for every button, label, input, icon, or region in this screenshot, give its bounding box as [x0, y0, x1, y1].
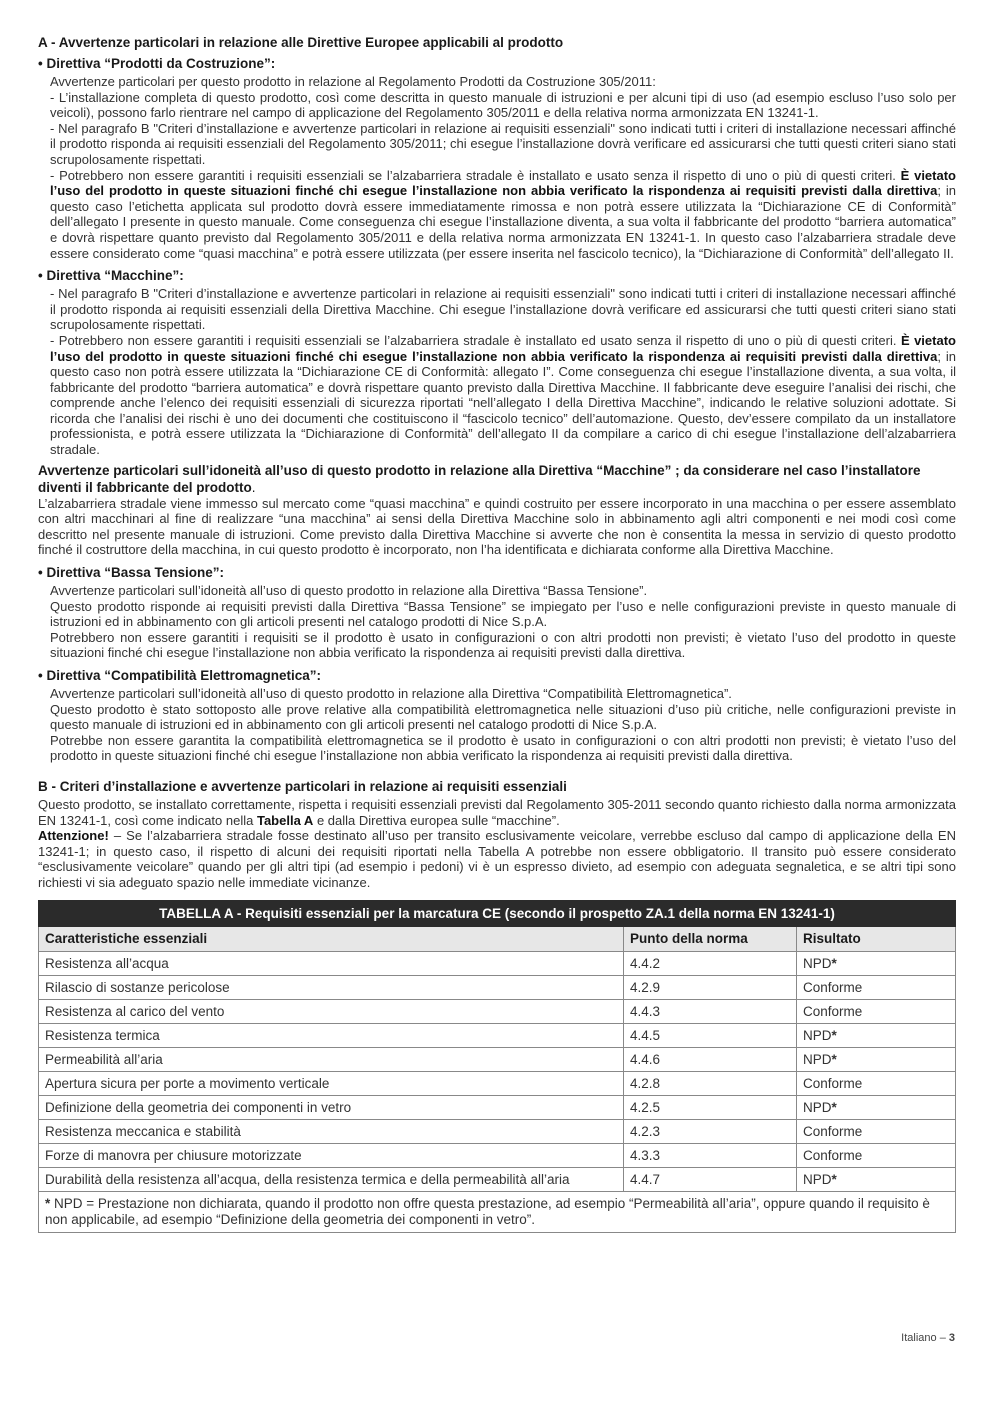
cell-risultato: [797, 1023, 956, 1047]
risultato-text: NPD: [803, 1099, 832, 1115]
dir-bassa-p2: Questo prodotto risponde ai requisiti previsti dalla Direttiva “Bassa Tensione” se impiegato per l’uso e nelle configurazioni previste in questo manuale di istruzioni ed in abbinamento con gli articoli presenti nel catalogo prodotti di Nice S.p.A.: [50, 598, 956, 630]
table-row: [39, 1047, 956, 1071]
idoneita-heading-end: .: [251, 479, 256, 495]
risultato-star: *: [831, 1051, 837, 1067]
page-number: 3: [948, 1332, 955, 1344]
cell-risultato: [797, 1119, 956, 1143]
dir-prodotti-p4: [50, 168, 956, 262]
dir-bassa-p1: Avvertenze particolari sull’idoneità all’uso di questo prodotto in relazione alla Direttiva “Bassa Tensione”.: [50, 583, 648, 599]
idoneita-p1: L’alzabarriera stradale viene immesso sul mercato come “quasi macchina” e quindi costruito per essere incorporato in una macchina o per essere assemblato con altri macchinari al fine di realizzare “una macchina” ai sensi della Direttiva Macchine solo in abbinamento agli altri componenti e nei modi così come descritto nel presente manuale di istruzioni. Come previsto dalla Direttiva Macchine si avverte che non è consentita la messa in servizio di questo prodotto finché il costruttore della macchina, in cui questo prodotto è incorporato, non l’ha identificata e dichiarata conforme alla Direttiva Macchine.: [38, 495, 956, 558]
dir-prodotti-heading: • Direttiva “Prodotti da Costruzione”:: [38, 56, 276, 71]
page-footer: [901, 1332, 955, 1344]
idoneita-heading: [38, 462, 956, 496]
risultato-text: Conforme: [803, 1075, 863, 1091]
table-row: [39, 975, 956, 999]
table-row: [39, 1143, 956, 1167]
dir-bassa-p3: Potrebbero non essere garantiti i requisiti se il prodotto è usato in configurazioni o con altri prodotti non previsti; è vietato l’uso del prodotto in queste situazioni finché chi esegue l’installazione non abbia verificato la rispondenza ai requisiti previsti dalla direttiva.: [50, 629, 956, 661]
table-header-risultato: Risultato: [797, 926, 956, 951]
dir-emc-body: [38, 686, 956, 764]
cell-risultato: [797, 1047, 956, 1071]
requirements-table: [38, 900, 956, 1233]
cell-punto: 4.4.3: [624, 999, 797, 1023]
cell-punto: 4.4.2: [624, 951, 797, 975]
dir-emc-heading: • Direttiva “Compatibilità Elettromagnetica”:: [38, 668, 322, 683]
idoneita-heading-text: Avvertenze particolari sull’idoneità all’uso di questo prodotto in relazione alla Direttiva “Macchine” ; da considerare nel caso l’installatore diventi il fabbricante del prodotto: [38, 462, 921, 495]
dir-macchine-p2-rest: ; in questo caso non potrà essere utilizzata la “Dichiarazione CE di Conformità: allegato I”. Come conseguenza chi esegue l’installazione diventa, a sua volta, il fabbricante del prodotto “barriera automatica” e dovrà rispettare quanto previsto dalla Direttiva Macchine. Il fabbricante deve eseguire l’analisi dei rischi, che comprende anche l’elenco dei requisiti essenziali di sicurezza riportati “nell’allegato I della Direttiva Macchine”, indicando le relative soluzioni adottate. Si ricorda che l’analisi dei rischi è uno dei documenti che costituiscono il “fascicolo tecnico” dell’automazione. Questo, dev’essere compilato da un installatore professionista, e potrà essere utilizzata la “Dichiarazione di Conformità” dell’allegato II da compilare a carico di chi esegue l’installazione dell’alzabarriera stradale.: [50, 348, 956, 458]
table-row: [39, 1023, 956, 1047]
cell-caratteristica: Resistenza termica: [39, 1023, 624, 1047]
dir-prodotti-p4-text: - Potrebbero non essere garantiti i requisiti essenziali se l’alzabarriera stradale è installato e usato senza il rispetto di uno o più di questi criteri.: [50, 167, 896, 183]
cell-caratteristica: Forze di manovra per chiusure motorizzate: [39, 1143, 624, 1167]
table-caption: TABELLA A - Requisiti essenziali per la marcatura CE (secondo il prospetto ZA.1 della norma EN 13241-1): [39, 900, 956, 926]
table-note-row: [39, 1191, 956, 1232]
cell-caratteristica: Resistenza all’acqua: [39, 951, 624, 975]
section-b-p2-bold: Attenzione!: [38, 828, 109, 844]
table-note-star: *: [45, 1195, 51, 1211]
dir-bassa-body: [38, 583, 956, 661]
cell-punto: 4.4.7: [624, 1167, 797, 1191]
section-b-p1: [38, 797, 956, 828]
dir-macchine-p2-text: - Potrebbero non essere garantiti i requisiti essenziali se l’alzabarriera stradale è installato ed usato senza il rispetto di uno o più di questi criteri.: [50, 332, 897, 348]
risultato-text: Conforme: [803, 1147, 863, 1163]
risultato-star: *: [831, 1099, 837, 1115]
risultato-text: NPD: [803, 1051, 832, 1067]
cell-risultato: [797, 1071, 956, 1095]
cell-caratteristica: Rilascio di sostanze pericolose: [39, 975, 624, 999]
dir-macchine-p2-bold: È vietato l’uso del prodotto in queste situazioni finché chi esegue l’installazione non abbia verificato la rispondenza ai requisiti previsti dalla direttiva: [50, 332, 956, 364]
dir-emc-p3: Potrebbe non essere garantita la compatibilità elettromagnetica se il prodotto è usato in configurazioni o con altri prodotti non previsti; è vietato l’uso del prodotto in queste situazioni finché chi esegue l’installazione non abbia verificato la rispondenza ai requisiti previsti dalla direttiva.: [50, 732, 956, 764]
cell-punto: 4.4.5: [624, 1023, 797, 1047]
cell-punto: 4.3.3: [624, 1143, 797, 1167]
cell-caratteristica: Resistenza meccanica e stabilità: [39, 1119, 624, 1143]
dir-prodotti-p1: Avvertenze particolari per questo prodotto in relazione al Regolamento Prodotti da Costruzione 305/2011:: [50, 74, 656, 89]
risultato-text: NPD: [803, 955, 832, 971]
dir-emc-p2: Questo prodotto è stato sottoposto alle prove relative alla compatibilità elettromagnetica nelle situazioni d’uso più critiche, nelle configurazioni previste in questo manuale di istruzioni ed in abbinamento con gli articoli presenti nel catalogo prodotti di Nice S.p.A.: [50, 701, 956, 733]
table-row: [39, 1071, 956, 1095]
dir-macchine-p1: - Nel paragrafo B "Criteri d’installazione e avvertenze particolari in relazione ai requisiti essenziali" sono indicati tutti i criteri di installazione necessari affinché il prodotto risponda ai requisiti essenziali della Direttiva Macchine. Chi esegue l’installazione dovrà verificare ed assicurarsi che tutti questi criteri siano stati scrupolosamente rispettati.: [50, 286, 956, 333]
cell-risultato: [797, 1095, 956, 1119]
risultato-text: Conforme: [803, 979, 863, 995]
table-row: [39, 1167, 956, 1191]
cell-caratteristica: Apertura sicura per porte a movimento verticale: [39, 1071, 624, 1095]
section-b-p2-rest: – Se l’alzabarriera stradale fosse destinato all’uso per transito esclusivamente veicolare, verrebbe escluso dal campo di applicazione della EN 13241-1; in questo caso, il rispetto di alcuni dei requisiti riportati nella Tabella A potrebbe non essere obbligatorio. Il transito può essere considerato “esclusivamente veicolare” quando per gli altri tipi (ad esempio i pedoni) vi è un espresso divieto, ad esempio con adeguata segnaletica, e se altri tipi sono richiesti vi sia adeguato spazio nelle immediate vicinanze.: [38, 828, 956, 890]
section-b-p2: [38, 828, 956, 890]
dir-prodotti-p4-rest: ; in questo caso l’etichetta applicata sul prodotto dovrà essere immediatamente rimossa e non potrà essere utilizzata la “Dichiarazione CE di Conformità” dell’allegato I presente in questo manuale. Come conseguenza chi esegue l’installazione diventa, a sua volta il fabbricante del prodotto “barriera automatica” e dovrà rispettare quanto previsto dal Regolamento 305/2011 e della relativa norma armonizzata EN 13241-1. In questo caso l’alzabarriera stradale deve essere considerato come “quasi macchina” e potrà essere utilizzata (per essere inserita nel fascicolo tecnico), la “Dichiarazione di Conformità” dell’allegato II.: [50, 183, 956, 261]
cell-risultato: [797, 999, 956, 1023]
footer-language: Italiano –: [901, 1332, 949, 1344]
risultato-star: *: [831, 1171, 837, 1187]
table-note: [39, 1191, 956, 1232]
cell-caratteristica: Definizione della geometria dei componenti in vetro: [39, 1095, 624, 1119]
risultato-star: *: [831, 955, 837, 971]
cell-punto: 4.2.3: [624, 1119, 797, 1143]
dir-prodotti-p2: - L’installazione completa di questo prodotto, così come descritta in questo manuale di istruzioni e per alcuni tipi di uso (ad esempio escluso l’uso solo per veicoli), possono farlo rientrare nel campo di applicazione del Regolamento 305/2011 e della relativa norma armonizzata EN 13241-1.: [50, 89, 956, 121]
table-note-text: NPD = Prestazione non dichiarata, quando il prodotto non offre questa prestazione, ad esempio “Permeabilità all’aria”, oppure quando il requisito è non applicabile, ad esempio “Definizione della geometria dei componenti in vetro”.: [45, 1195, 930, 1227]
dir-bassa-heading: • Direttiva “Bassa Tensione”:: [38, 565, 225, 581]
cell-caratteristica: Resistenza al carico del vento: [39, 999, 624, 1023]
table-row: [39, 1119, 956, 1143]
section-b-title: B - Criteri d’installazione e avvertenze particolari in relazione ai requisiti essenziali: [38, 778, 567, 794]
section-b-p1-a: Questo prodotto, se installato correttamente, rispetta i requisiti essenziali previsti dal Regolamento 305-2011 secondo quanto richiesto dalla norma armonizzata EN 13241-1, così come indicato nella: [38, 796, 956, 828]
risultato-star: *: [831, 1027, 837, 1043]
risultato-text: Conforme: [803, 1123, 863, 1139]
document-page: [38, 34, 956, 1233]
section-b-p1-b: e dalla Direttiva europea sulle “macchine”.: [313, 812, 560, 828]
table-row: [39, 999, 956, 1023]
dir-macchine-heading: • Direttiva “Macchine”:: [38, 268, 184, 284]
dir-macchine-body: [38, 286, 956, 458]
dir-emc-p1: Avvertenze particolari sull’idoneità all’uso di questo prodotto in relazione alla Direttiva “Compatibilità Elettromagnetica”.: [50, 686, 732, 701]
cell-punto: 4.2.9: [624, 975, 797, 999]
cell-risultato: [797, 1167, 956, 1191]
risultato-text: NPD: [803, 1027, 832, 1043]
dir-prodotti-p4-bold: È vietato l’uso del prodotto in queste situazioni finché chi esegue l’installazione non abbia verificato la rispondenza ai requisiti previsti dalla direttiva: [50, 167, 956, 199]
cell-risultato: [797, 975, 956, 999]
section-b-p1-bold: Tabella A: [256, 812, 314, 828]
cell-punto: 4.2.5: [624, 1095, 797, 1119]
cell-punto: 4.2.8: [624, 1071, 797, 1095]
dir-macchine-p2: [50, 333, 956, 458]
section-a-title: A - Avvertenze particolari in relazione alle Direttive Europee applicabili al prodotto: [38, 35, 564, 50]
table-row: [39, 1095, 956, 1119]
dir-prodotti-body: [38, 74, 956, 261]
risultato-text: NPD: [803, 1171, 832, 1187]
cell-caratteristica: Permeabilità all’aria: [39, 1047, 624, 1071]
cell-risultato: [797, 951, 956, 975]
table-header-punto: Punto della norma: [624, 926, 797, 951]
cell-caratteristica: Durabilità della resistenza all’acqua, della resistenza termica e della permeabilità all’aria: [39, 1167, 624, 1191]
cell-punto: 4.4.6: [624, 1047, 797, 1071]
dir-prodotti-p3: - Nel paragrafo B "Criteri d’installazione e avvertenze particolari in relazione ai requisiti essenziali" sono indicati tutti i criteri di installazione necessari affinché il prodotto risponda ai requisiti essenziali del Regolamento 305/2011; chi esegue l’installazione dovrà verificare ed assicurarsi che tutti questi criteri siano stati scrupolosamente rispettati.: [50, 120, 956, 167]
cell-risultato: [797, 1143, 956, 1167]
table-row: [39, 951, 956, 975]
risultato-text: Conforme: [803, 1003, 863, 1019]
table-header-caratteristiche: Caratteristiche essenziali: [39, 926, 624, 951]
